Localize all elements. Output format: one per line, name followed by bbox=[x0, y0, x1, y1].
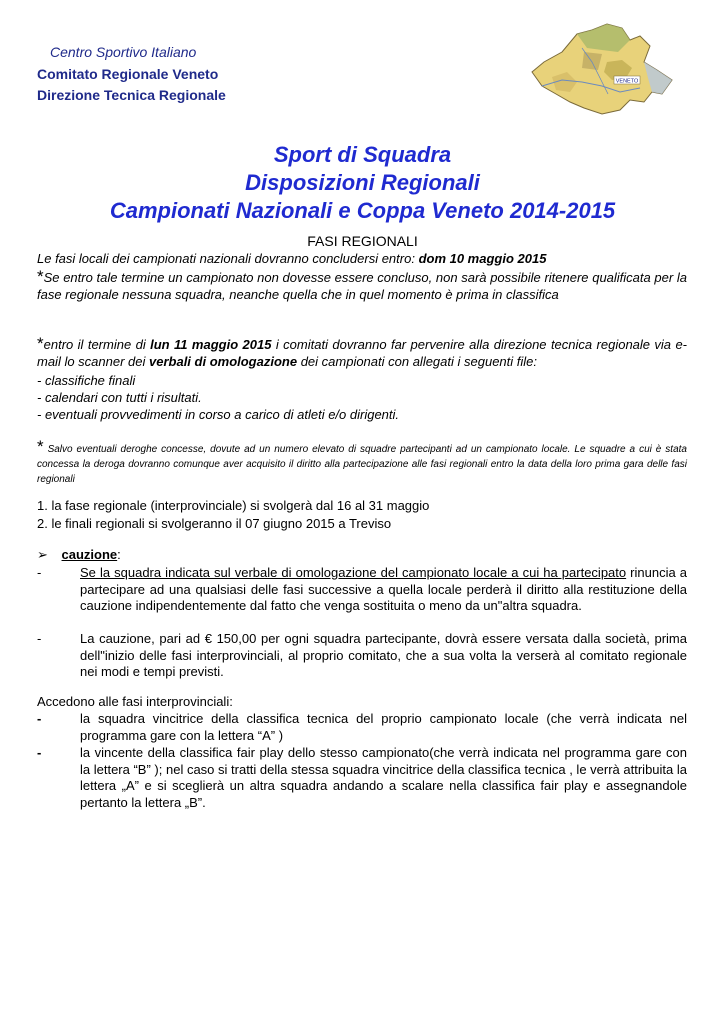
section-subtitle: FASI REGIONALI bbox=[307, 233, 418, 249]
cauzione-colon: : bbox=[117, 547, 121, 562]
deadline-paragraph bbox=[37, 251, 687, 268]
access-intro: Accedono alle fasi interprovinciali: bbox=[37, 694, 233, 709]
access-item-2: la vincente della classifica fair play dello stesso campionato(che verrà indicata nel programma gare con la lettera “B” ); nel caso si tratti della stessa squadra vincitrice della classifica tecnica , le verrà attribuita la lettera „A” e si sceglierà un altra squadra andando a scalare nella classifica fair play e assegnandole pertanto la lettera „B”. bbox=[80, 745, 687, 810]
map-label: VENETO bbox=[615, 78, 639, 85]
verbal-text-2: i comitati dovranno far pervenire alla direzione tecnica regionale via e-mail lo scanner dei bbox=[37, 337, 688, 369]
derogation-note bbox=[37, 439, 687, 487]
direction-name: Direzione Tecnica Regionale bbox=[37, 87, 226, 103]
asterisk: * bbox=[37, 437, 44, 456]
dash-bullet: - bbox=[37, 565, 42, 580]
cauzione-item-1-rest: rinuncia a partecipare ad una qualsiasi delle fasi successive a quella locale perderà il diritto alla restituzione della cauzione indipendentemente dal fatto che venga sostituita o meno da un"altra squadra. bbox=[80, 565, 688, 613]
deadline-text: Le fasi locali dei campionati nazionali dovranno concludersi entro: bbox=[37, 251, 419, 266]
cauzione-item-2: La cauzione, pari ad € 150,00 per ogni squadra partecipante, dovrà essere versata dalla società, prima dell"inizio delle fasi interprovinciali, al proprio comitato, che a sua volta la verserà al comitato regionale nei modi e tempi previsti. bbox=[80, 631, 687, 679]
title-line-1: Sport di Squadra bbox=[273, 142, 452, 167]
dash-bullet: - bbox=[37, 745, 42, 760]
title-line-3: Campionati Nazionali e Coppa Veneto 2014-2015 bbox=[109, 198, 616, 223]
org-name: Centro Sportivo Italiano bbox=[50, 44, 197, 60]
asterisk: * bbox=[37, 267, 44, 286]
derogation-text: Salvo eventuali deroghe concesse, dovute ad un numero elevato di squadre partecipanti ad un campionato locale. Le squadre a cui è stata concessa la deroga dovranno comunque aver acquisito il diritto alla partecipazione alle fasi regionali entro la data della loro prima gara delle fasi regionali bbox=[37, 444, 687, 485]
committee-name: Comitato Regionale Veneto bbox=[37, 66, 219, 82]
cauzione-heading bbox=[37, 547, 687, 564]
verbal-paragraph bbox=[37, 336, 687, 370]
qualification-paragraph bbox=[37, 269, 687, 303]
file-list-item: - eventuali provvedimenti in corso a carico di atleti e/o dirigenti. bbox=[37, 407, 400, 422]
numbered-item-1: 1. la fase regionale (interprovinciale) si svolgerà dal 16 al 31 maggio bbox=[37, 498, 430, 513]
verbal-date: lun 11 maggio 2015 bbox=[150, 337, 272, 352]
deadline-date: dom 10 maggio 2015 bbox=[418, 251, 547, 266]
cauzione-label: cauzione bbox=[61, 547, 118, 562]
file-list-item: - calendari con tutti i risultati. bbox=[37, 390, 202, 405]
veneto-map-image bbox=[522, 22, 680, 122]
access-item-1: la squadra vincitrice della classifica tecnica del proprio campionato locale (che verrà indicata nel programma gare con la lettera “A” ) bbox=[80, 711, 687, 743]
verbal-text-3: dei campionati con allegati i seguenti file: bbox=[297, 353, 538, 369]
file-list-item: - classifiche finali bbox=[37, 373, 136, 388]
verbal-text-1: entro il termine di bbox=[43, 337, 151, 352]
arrow-bullet-icon: ➢ bbox=[37, 547, 48, 562]
title-line-2: Disposizioni Regionali bbox=[245, 170, 480, 195]
cauzione-item-1 bbox=[80, 565, 687, 615]
asterisk: * bbox=[37, 334, 44, 353]
dash-bullet: - bbox=[37, 631, 42, 646]
qualification-text: Se entro tale termine un campionato non dovesse essere concluso, non sarà possibile ritenere qualificata per la fase regionale nessuna squadra, neanche quella che in quel momento è prima in classifica bbox=[37, 270, 687, 302]
dash-bullet: - bbox=[37, 711, 42, 726]
verbal-bold: verbali di omologazione bbox=[149, 353, 298, 369]
numbered-item-2: 2. le finali regionali si svolgeranno il 07 giugno 2015 a Treviso bbox=[37, 516, 392, 531]
cauzione-item-1-underlined: Se la squadra indicata sul verbale di omologazione del campionato locale a cui ha partecipato bbox=[80, 565, 627, 580]
